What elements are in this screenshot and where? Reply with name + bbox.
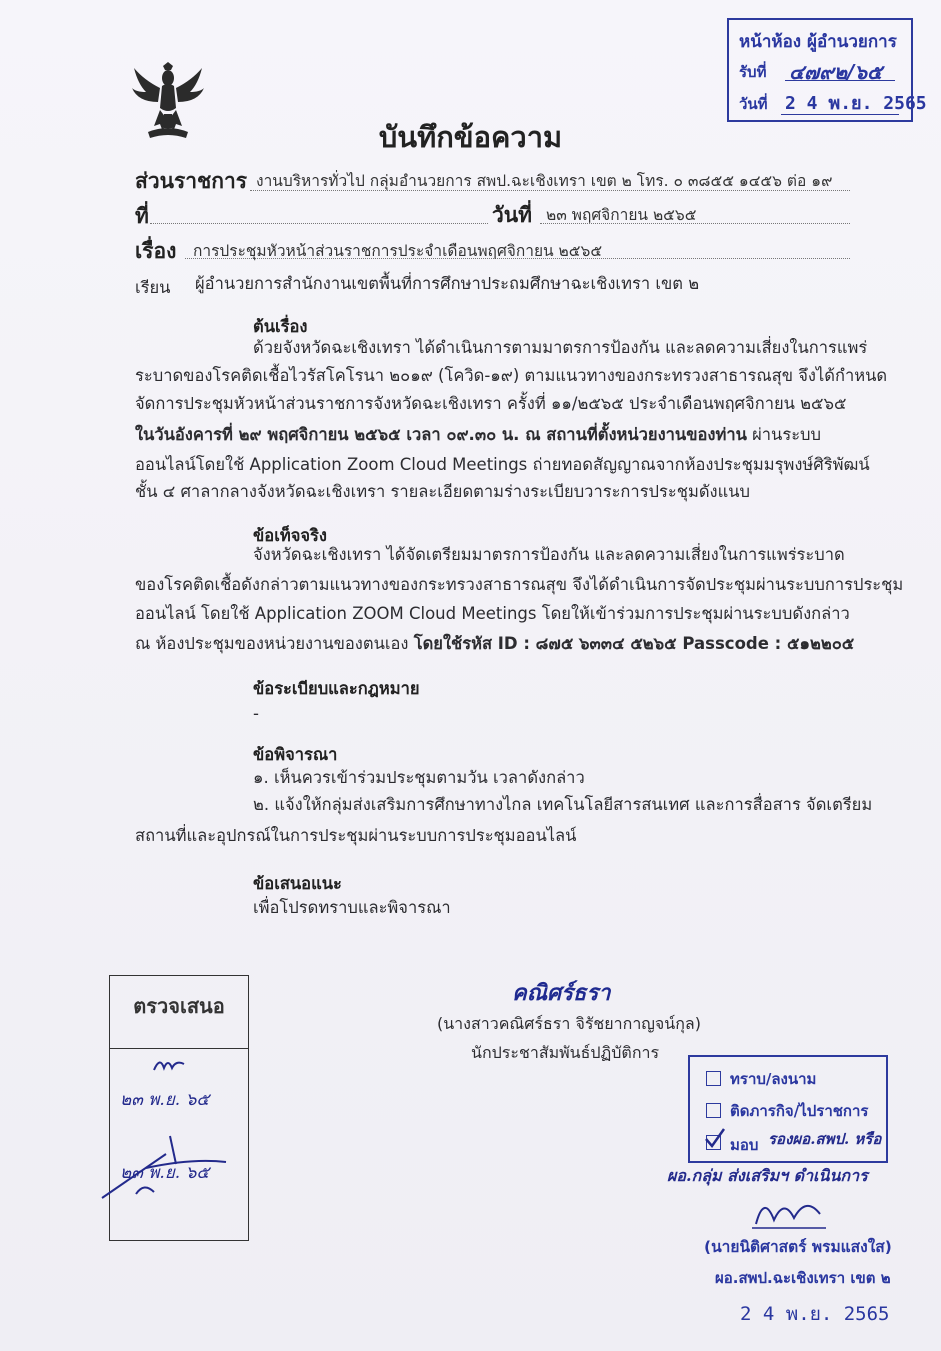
- received-stamp-date: 2 4 พ.ย. 2565: [785, 93, 927, 114]
- origin-line-3: จัดการประชุมหัวหน้าส่วนราชการจังหวัดฉะเชิงเทรา ครั้งที่ ๑๑/๒๕๖๕ ประจำเดือนพฤศจิกายน ๒๕๖๕: [135, 394, 847, 413]
- review-initial-icon: [150, 1054, 190, 1074]
- meeting-passcode: Passcode : ๕๑๒๒๐๕: [676, 634, 855, 653]
- date-value: ๒๓ พฤศจิกายน ๒๕๖๕: [546, 206, 697, 224]
- received-stamp-date-label: วันที่: [739, 95, 768, 113]
- meeting-id: โดยใช้รหัส ID : ๘๗๕ ๖๓๓๔ ๕๒๖๕: [413, 634, 677, 653]
- approver-signature-icon: [750, 1184, 830, 1234]
- date-label: วันที่: [492, 203, 532, 227]
- subject-value: การประชุมหัวหน้าส่วนราชการประจำเดือนพฤศจิกายน ๒๕๖๕: [193, 242, 603, 260]
- suggest-value: เพื่อโปรดทราบและพิจารณา: [253, 898, 451, 917]
- origin-heading: ต้นเรื่อง: [253, 317, 308, 336]
- facts-line-3: ออนไลน์ โดยใช้ Application ZOOM Cloud Meetings โดยให้เข้าร่วมการประชุมผ่านระบบดังกล่าว: [135, 604, 850, 623]
- consider-item-2-cont: สถานที่และอุปกรณ์ในการประชุมผ่านระบบการประชุมออนไลน์: [135, 826, 577, 845]
- suggest-heading: ข้อเสนอแนะ: [253, 874, 342, 893]
- agency-label: ส่วนราชการ: [135, 169, 248, 193]
- approver-name: (นายนิติศาสตร์ พรมแสงใส): [704, 1238, 892, 1256]
- origin-line-5: ออนไลน์โดยใช้ Application Zoom Cloud Meetings ถ่ายทอดสัญญาณจากห้องประชุมมรุพงษ์ศิริพัฒน์: [135, 455, 870, 474]
- assign-note-handwriting: ผอ.กลุ่ม ส่งเสริมฯ ดำเนินการ: [667, 1166, 868, 1185]
- review-note-1: ๒๓ พ.ย. ๖๕: [120, 1090, 210, 1110]
- review-box-title: ตรวจเสนอ: [110, 976, 248, 1049]
- checkbox-acknowledge: [706, 1071, 721, 1086]
- option-busy: ติดภารกิจ/ไปราชการ: [730, 1102, 869, 1120]
- received-stamp-number-label: รับที่: [739, 63, 767, 81]
- assign-handwriting: รองผอ.สพป. หรือ: [768, 1130, 882, 1148]
- reference-label: ที่: [135, 204, 149, 228]
- facts-heading: ข้อเท็จจริง: [253, 526, 327, 545]
- origin-line-6: ชั้น ๔ ศาลากลางจังหวัดฉะเชิงเทรา รายละเอียดตามร่างระเบียบวาระการประชุมดังแนบ: [135, 482, 750, 501]
- decision-stamp: [688, 1055, 888, 1163]
- approver-date: 2 4 พ.ย. 2565: [740, 1303, 890, 1325]
- rules-value: -: [253, 704, 259, 723]
- signer-signature: คณิศร์ธรา: [512, 980, 611, 1006]
- signer-name: (นางสาวคณิศร์ธรา จิรัชยากาญจน์กุล): [437, 1014, 701, 1033]
- subject-label: เรื่อง: [135, 239, 177, 263]
- consider-item-1: ๑. เห็นควรเข้าร่วมประชุมตามวัน เวลาดังกล่าว: [253, 768, 585, 787]
- review-box: [109, 975, 249, 1241]
- facts-line-4-start: ณ ห้องประชุมของหน่วยงานของตนเอง: [135, 634, 414, 653]
- consider-item-2: ๒. แจ้งให้กลุ่มส่งเสริมการศึกษาทางไกล เทคโนโลยีสารสนเทศ และการสื่อสาร จัดเตรียม: [253, 795, 873, 814]
- approver-position: ผอ.สพป.ฉะเชิงเทรา เขต ๒: [715, 1269, 891, 1287]
- origin-line-2: ระบาดของโรคติดเชื้อไวรัสโคโรนา ๒๐๑๙ (โควิด-๑๙) ตามแนวทางของกระทรวงสาธารณสุข จึงได้กำหนด: [135, 366, 888, 385]
- origin-line-4: [135, 427, 821, 444]
- option-acknowledge: ทราบ/ลงนาม: [730, 1070, 817, 1088]
- meeting-datetime: ในวันอังคารที่ ๒๙ พฤศจิกายน ๒๕๖๕ เวลา ๐๙.๓๐ น. ณ สถานที่ตั้งหน่วยงานของท่าน: [135, 425, 747, 444]
- rules-heading: ข้อระเบียบและกฎหมาย: [253, 679, 420, 698]
- facts-line-1: จังหวัดฉะเชิงเทรา ได้จัดเตรียมมาตรการป้องกัน และลดความเสี่ยงในการแพร่ระบาด: [253, 545, 845, 564]
- checkbox-busy: [706, 1103, 721, 1118]
- received-stamp-number: ๔๗๙๒/๖๕: [789, 60, 883, 84]
- review-note-2: ๒๓ พ.ย. ๖๕: [120, 1163, 210, 1183]
- consider-heading: ข้อพิจารณา: [253, 745, 338, 764]
- to-label: เรียน: [135, 278, 171, 297]
- check-mark-icon: [704, 1127, 726, 1149]
- agency-value: งานบริหารทั่วไป กลุ่มอำนวยการ สพป.ฉะเชิงเทรา เขต ๒ โทร. ๐ ๓๘๕๕ ๑๔๕๖ ต่อ ๑๙: [256, 172, 833, 190]
- to-value: ผู้อำนวยการสำนักงานเขตพื้นที่การศึกษาประถมศึกษาฉะเชิงเทรา เขต ๒: [195, 274, 700, 293]
- received-stamp-office: หน้าห้อง ผู้อำนวยการ: [739, 32, 897, 52]
- memo-title: บันทึกข้อความ: [378, 120, 563, 154]
- received-stamp: [727, 18, 927, 122]
- signer-position: นักประชาสัมพันธ์ปฏิบัติการ: [471, 1043, 660, 1062]
- option-assign: มอบ: [730, 1136, 759, 1154]
- origin-line-4-tail: ผ่านระบบ: [746, 425, 822, 444]
- facts-line-2: ของโรคติดเชื้อดังกล่าวตามแนวทางของกระทรวงสาธารณสุข จึงได้ดำเนินการจัดประชุมผ่านระบบการประชุม: [135, 575, 904, 594]
- facts-line-4: [135, 636, 854, 653]
- origin-line-1: ด้วยจังหวัดฉะเชิงเทรา ได้ดำเนินการตามมาตรการป้องกัน และลดความเสี่ยงในการแพร่: [253, 338, 868, 357]
